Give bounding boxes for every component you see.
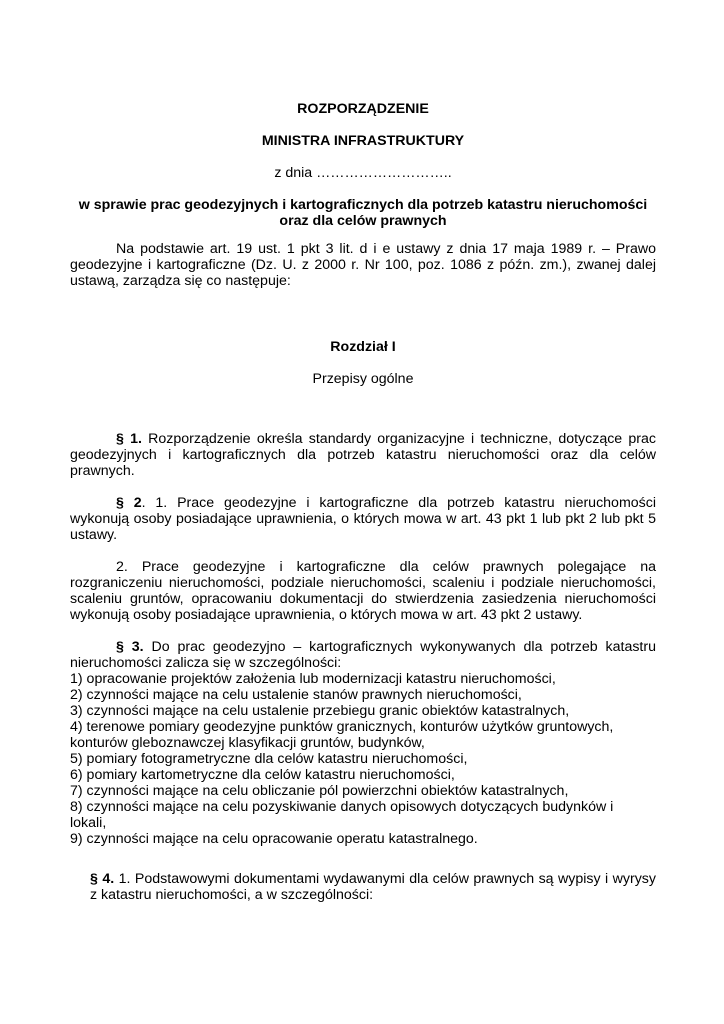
section-1-text: Rozporządzenie określa standardy organizacyjne i techniczne, dotyczące prac geodezyjnych i kartograficznych dla potrzeb katastru nieruchomości oraz dla celów prawnych. bbox=[70, 431, 656, 479]
document-page bbox=[70, 0, 656, 1024]
chapter-title: Rozdział I bbox=[330, 339, 396, 355]
section-2-mark: § 2 bbox=[116, 495, 142, 511]
subject-heading bbox=[70, 197, 656, 229]
document-title: ROZPORZĄDZENIE bbox=[297, 101, 429, 117]
section-4-mark: § 4. bbox=[90, 871, 115, 887]
subject-line-1: w sprawie prac geodezyjnych i kartograficznych dla potrzeb katastru nieruchomości bbox=[78, 197, 648, 213]
list-item: konturów gleboznawczej klasyfikacji gruntów, budynków, bbox=[70, 735, 425, 751]
subject-line-2: oraz dla celów prawnych bbox=[279, 213, 447, 229]
list-item: 1) opracowanie projektów założenia lub modernizacji katastru nieruchomości, bbox=[70, 671, 556, 687]
chapter-subtitle: Przepisy ogólne bbox=[312, 371, 414, 387]
section-4 bbox=[90, 871, 656, 903]
section-3-text: Do prac geodezyjno – kartograficznych wykonywanych dla potrzeb katastru nieruchomości zalicza się w szczególności: bbox=[70, 639, 656, 671]
list-item: lokali, bbox=[70, 815, 107, 831]
list-item: 8) czynności mające na celu pozyskiwanie danych opisowych dotyczących budynków i bbox=[70, 799, 614, 815]
list-item: 2) czynności mające na celu ustalenie stanów prawnych nieruchomości, bbox=[70, 687, 522, 703]
section-3-mark: § 3. bbox=[116, 639, 144, 655]
list-item: 4) terenowe pomiary geodezyjne punktów granicznych, konturów użytków gruntowych, bbox=[70, 719, 614, 735]
section-1-mark: § 1. bbox=[116, 431, 142, 447]
issuing-authority: MINISTRA INFRASTRUKTURY bbox=[261, 133, 465, 149]
list-item: 9) czynności mające na celu opracowanie operatu katastralnego. bbox=[70, 831, 478, 847]
section-2 bbox=[70, 495, 656, 543]
section-2-paragraph-2: 2. Prace geodezyjne i kartograficzne dla celów prawnych polegające na rozgraniczeniu nieruchomości, podziale nieruchomości, scaleniu i podziale nieruchomości, scaleniu gruntów, opracowaniu dokumentacji do stwierdzenia zasiedzenia nieruchomości wykonują osoby posiadające uprawnienia, o których mowa w art. 43 pkt 2 ustawy. bbox=[70, 559, 656, 623]
section-2-text: . 1. Prace geodezyjne i kartograficzne dla potrzeb katastru nieruchomości wykonują osoby posiadające uprawnienia, o których mowa w art. 43 pkt 1 lub pkt 2 lub pkt 5 ustawy. bbox=[70, 495, 656, 543]
list-item: 7) czynności mające na celu obliczanie pól powierzchni obiektów katastralnych, bbox=[70, 783, 569, 799]
list-item: 3) czynności mające na celu ustalenie przebiegu granic obiektów katastralnych, bbox=[70, 703, 570, 719]
date-line: z dnia ……………………….. bbox=[274, 165, 452, 181]
list-item: 6) pomiary kartometryczne dla celów katastru nieruchomości, bbox=[70, 767, 455, 783]
section-3-list bbox=[70, 671, 656, 847]
section-1 bbox=[70, 431, 656, 479]
list-item: 5) pomiary fotogrametryczne dla celów katastru nieruchomości, bbox=[70, 751, 468, 767]
section-3 bbox=[70, 639, 656, 671]
section-4-text: 1. Podstawowymi dokumentami wydawanymi dla celów prawnych są wypisy i wyrysy z katastru nieruchomości, a w szczególności: bbox=[90, 871, 656, 903]
preamble: Na podstawie art. 19 ust. 1 pkt 3 lit. d i e ustawy z dnia 17 maja 1989 r. – Prawo geodezyjne i kartograficzne (Dz. U. z 2000 r. Nr 100, poz. 1086 z późn. zm.), zwanej dalej ustawą, zarządza się co następuje: bbox=[70, 241, 656, 289]
